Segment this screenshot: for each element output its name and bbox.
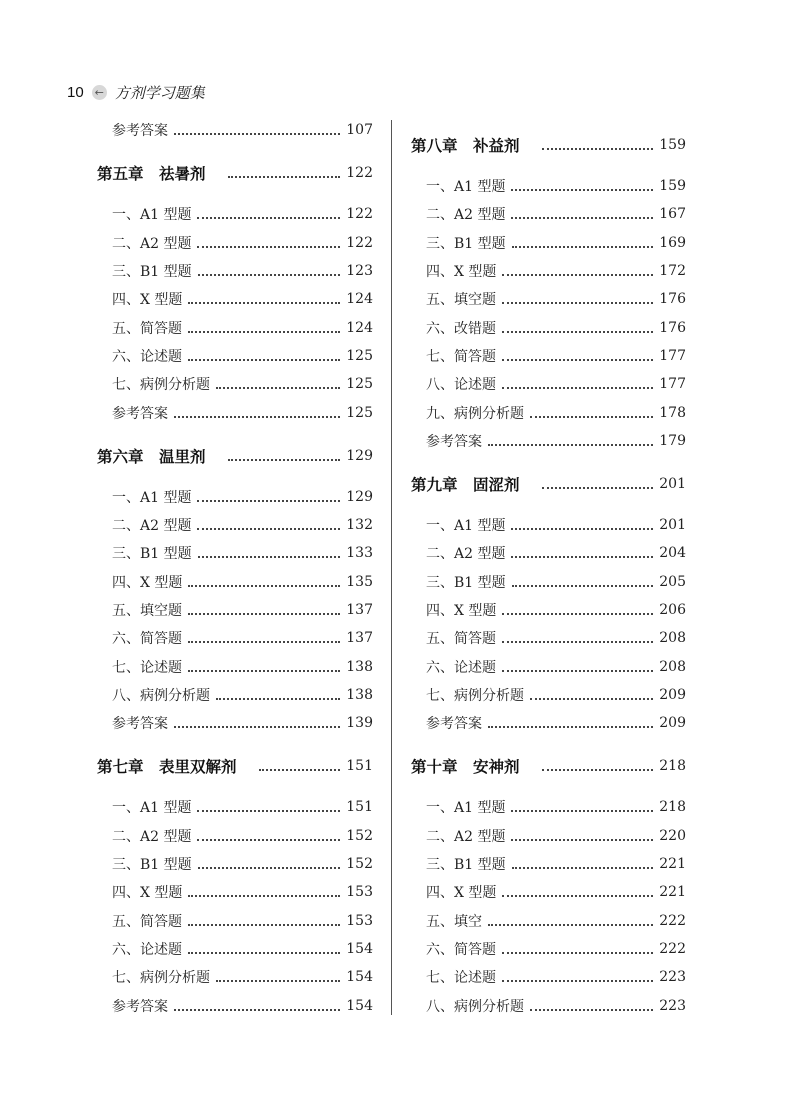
dot-leader: [542, 148, 654, 150]
toc-entry[interactable]: [411, 991, 686, 1019]
toc-page-number: 176: [659, 291, 686, 308]
toc-label: 四、X 型题: [112, 574, 183, 591]
toc-page-number: 138: [346, 658, 373, 675]
toc-entry[interactable]: [97, 963, 373, 991]
toc-chapter-heading[interactable]: [411, 470, 686, 498]
dot-leader: [502, 359, 653, 361]
dot-leader: [530, 698, 653, 700]
dot-leader: [188, 613, 340, 615]
toc-chapter-heading[interactable]: [411, 752, 686, 780]
toc-page-number: 151: [346, 799, 373, 816]
toc-page-number: 179: [659, 432, 686, 449]
toc-entry[interactable]: [97, 568, 373, 596]
toc-label: 二、A2 型题: [112, 828, 192, 845]
toc-page-number: 137: [346, 602, 373, 618]
toc-label: 二、A2 型题: [112, 518, 192, 535]
dot-leader: [502, 613, 653, 615]
dot-leader: [188, 670, 340, 672]
toc-page-number: 222: [659, 940, 686, 957]
toc-label: 六、论述题: [112, 348, 182, 365]
toc-entry[interactable]: [97, 200, 373, 228]
toc-page-number: 201: [659, 517, 686, 534]
toc-label: 三、B1 型题: [112, 857, 192, 874]
toc-entry[interactable]: [97, 511, 373, 539]
toc-label: 六、简答题: [426, 941, 496, 958]
toc-label: 第七章 表里双解剂: [97, 758, 237, 777]
toc-label: 参考答案: [112, 405, 168, 422]
dot-leader: [512, 246, 654, 248]
toc-page-number: 208: [659, 630, 686, 647]
toc-page-number: 122: [346, 165, 373, 182]
dot-leader: [488, 924, 653, 926]
toc-entry[interactable]: [97, 539, 373, 567]
dot-leader: [198, 274, 341, 276]
toc-entry[interactable]: [97, 878, 373, 906]
toc-entry[interactable]: [411, 624, 686, 652]
toc-chapter-heading[interactable]: [97, 442, 373, 470]
toc-left-column: [97, 116, 373, 1020]
toc-label: 五、填空题: [112, 603, 182, 619]
dot-leader: [511, 217, 653, 219]
dot-leader: [530, 1009, 653, 1011]
toc-page-number: 223: [659, 969, 686, 986]
toc-label: 六、改错题: [426, 320, 496, 337]
dot-leader: [216, 980, 340, 982]
dot-leader: [542, 487, 654, 489]
toc-entry[interactable]: [411, 568, 686, 596]
toc-label: 七、病例分析题: [426, 687, 524, 704]
dot-leader: [174, 133, 340, 135]
toc-entry[interactable]: [97, 257, 373, 285]
dot-leader: [512, 867, 654, 869]
dot-leader: [174, 726, 340, 728]
toc-label: 八、病例分析题: [426, 998, 524, 1015]
toc-page-number: 125: [346, 376, 373, 393]
toc-label: 三、B1 型题: [112, 546, 192, 563]
toc-entry[interactable]: [97, 624, 373, 652]
toc-entry[interactable]: [411, 596, 686, 624]
toc-page-number: 176: [659, 319, 686, 336]
toc-label: 参考答案: [426, 433, 482, 450]
toc-page-number: 125: [346, 404, 373, 421]
toc-label: 参考答案: [112, 998, 168, 1015]
dot-leader: [502, 895, 653, 897]
dot-leader: [511, 810, 653, 812]
toc-label: 参考答案: [112, 123, 168, 140]
toc-entry[interactable]: [97, 907, 373, 935]
dot-leader: [197, 528, 340, 530]
toc-label: 参考答案: [426, 716, 482, 733]
dot-leader: [197, 246, 340, 248]
toc-page-number: 220: [659, 827, 686, 844]
toc-page-number: 206: [659, 602, 686, 618]
toc-page-number: 139: [346, 715, 373, 732]
toc-page-number: 177: [659, 347, 686, 364]
dot-leader: [188, 331, 340, 333]
toc-page-number: 154: [346, 969, 373, 986]
dot-leader: [197, 810, 340, 812]
dot-leader: [174, 416, 340, 418]
toc-label: 一、A1 型题: [112, 800, 192, 817]
dot-leader: [502, 302, 653, 304]
toc-page-number: 129: [346, 488, 373, 505]
toc-label: 四、X 型题: [426, 885, 497, 902]
toc-label: 一、A1 型题: [426, 179, 506, 196]
toc-label: 七、病例分析题: [112, 377, 210, 394]
toc-label: 八、病例分析题: [112, 687, 210, 704]
toc-entry[interactable]: [411, 200, 686, 228]
toc-entry[interactable]: [97, 596, 373, 624]
toc-chapter-heading[interactable]: [97, 752, 373, 780]
toc-entry[interactable]: [411, 850, 686, 878]
dot-leader: [188, 924, 340, 926]
toc-page-number: 172: [659, 263, 686, 280]
toc-page-number: 135: [346, 573, 373, 590]
toc-entry[interactable]: [411, 539, 686, 567]
toc-page-number: 154: [346, 940, 373, 957]
toc-chapter-heading[interactable]: [411, 131, 686, 159]
toc-page-number: 221: [659, 856, 686, 873]
toc-page-number: 209: [659, 715, 686, 732]
dot-leader: [502, 670, 653, 672]
dot-leader: [511, 528, 653, 530]
dot-leader: [502, 387, 653, 389]
toc-label: 五、简答题: [426, 631, 496, 648]
toc-label: 一、A1 型题: [426, 800, 506, 817]
dot-leader: [197, 839, 340, 841]
dot-leader: [502, 952, 653, 954]
toc-entry[interactable]: [411, 652, 686, 680]
toc-entry[interactable]: [411, 313, 686, 341]
toc-entry[interactable]: [411, 681, 686, 709]
toc-label: 三、B1 型题: [112, 264, 192, 281]
toc-entry[interactable]: [97, 822, 373, 850]
toc-label: 四、X 型题: [112, 885, 183, 902]
toc-label: 六、论述题: [426, 659, 496, 676]
toc-page-number: 153: [346, 884, 373, 901]
toc-entry[interactable]: [97, 370, 373, 398]
toc-entry[interactable]: [97, 793, 373, 821]
toc-page-number: 178: [659, 404, 686, 421]
toc-entry[interactable]: [97, 483, 373, 511]
toc-label: 第九章 固涩剂: [411, 475, 520, 494]
toc-entry[interactable]: [411, 370, 686, 398]
toc-label: 二、A2 型题: [112, 235, 192, 252]
toc-entry[interactable]: [97, 652, 373, 680]
dot-leader: [502, 980, 653, 982]
toc-page-number: 154: [346, 997, 373, 1014]
toc-page-number: 122: [346, 234, 373, 251]
toc-entry[interactable]: [411, 907, 686, 935]
toc-label: 第八章 补益剂: [411, 137, 520, 155]
toc-entry[interactable]: [411, 229, 686, 257]
dot-leader: [511, 556, 653, 558]
toc-label: 七、论述题: [426, 970, 496, 987]
dot-leader: [216, 698, 340, 700]
toc-page-number: 137: [346, 630, 373, 647]
column-divider: [391, 120, 392, 1015]
running-header: [67, 82, 205, 103]
toc-page-number: 167: [659, 206, 686, 223]
toc-label: 二、A2 型题: [426, 546, 506, 563]
dot-leader: [197, 217, 340, 219]
toc-label: 第十章 安神剂: [411, 758, 520, 777]
toc-entry[interactable]: [97, 116, 373, 144]
toc-page-number: 129: [346, 447, 373, 464]
toc-page-number: 169: [659, 234, 686, 251]
dot-leader: [188, 302, 340, 304]
toc-label: 四、X 型题: [426, 264, 497, 281]
toc-entry[interactable]: [411, 511, 686, 539]
toc-page-number: 204: [659, 545, 686, 562]
dot-leader: [502, 274, 653, 276]
toc-label: 八、论述题: [426, 377, 496, 394]
toc-label: 三、B1 型题: [426, 235, 506, 252]
toc-label: 五、简答题: [112, 320, 182, 337]
toc-label: 一、A1 型题: [426, 518, 506, 535]
toc-page-number: 132: [346, 517, 373, 534]
toc-page-number: 152: [346, 827, 373, 844]
toc-entry[interactable]: [411, 709, 686, 737]
toc-entry[interactable]: [411, 257, 686, 285]
dot-leader: [542, 769, 654, 771]
dot-leader: [216, 387, 340, 389]
toc-label: 三、B1 型题: [426, 857, 506, 874]
toc-page-number: 138: [346, 686, 373, 703]
toc-page-number: 218: [659, 758, 686, 775]
dot-leader: [488, 444, 653, 446]
dot-leader: [198, 556, 341, 558]
toc-page-number: 221: [659, 884, 686, 901]
toc-right-column: [411, 116, 686, 1020]
dot-leader: [188, 585, 340, 587]
dot-leader: [488, 726, 653, 728]
dot-leader: [512, 585, 654, 587]
toc-entry[interactable]: [411, 963, 686, 991]
dot-leader: [228, 176, 341, 178]
toc-page-number: 208: [659, 658, 686, 675]
toc-page-number: 122: [346, 206, 373, 223]
toc-page-number: 222: [659, 912, 686, 929]
toc-entry[interactable]: [411, 342, 686, 370]
toc-label: 七、论述题: [112, 659, 182, 676]
toc-entry[interactable]: [97, 681, 373, 709]
toc-entry[interactable]: [97, 709, 373, 737]
toc-label: 一、A1 型题: [112, 489, 192, 506]
dot-leader: [174, 1009, 340, 1011]
dot-leader: [502, 641, 653, 643]
toc-page-number: 124: [346, 319, 373, 336]
toc-label: 三、B1 型题: [426, 574, 506, 591]
toc-label: 一、A1 型题: [112, 207, 192, 224]
toc-page-number: 177: [659, 376, 686, 393]
toc-label: 六、简答题: [112, 631, 182, 648]
toc-page-number: 201: [659, 475, 686, 492]
dot-leader: [228, 459, 341, 461]
toc-page-number: 151: [346, 758, 373, 775]
toc-page-number: 218: [659, 799, 686, 816]
toc-entry[interactable]: [411, 172, 686, 200]
toc-page-number: 159: [659, 178, 686, 195]
toc-page-number: 152: [346, 856, 373, 873]
toc-entry[interactable]: [411, 285, 686, 313]
page-number: 10: [67, 84, 84, 101]
toc-label: 七、简答题: [426, 348, 496, 365]
toc-entry[interactable]: [97, 229, 373, 257]
toc-entry[interactable]: [97, 313, 373, 341]
toc-entry[interactable]: [97, 398, 373, 426]
toc-label: 参考答案: [112, 716, 168, 733]
dot-leader: [197, 500, 340, 502]
back-arrow-icon: ←: [92, 85, 107, 100]
dot-leader: [511, 189, 653, 191]
toc-page-number: 205: [659, 573, 686, 590]
toc-page-number: 125: [346, 347, 373, 364]
dot-leader: [530, 416, 653, 418]
toc-label: 五、填空: [426, 913, 482, 930]
dot-leader: [188, 952, 340, 954]
toc-label: 四、X 型题: [112, 292, 183, 309]
toc-label: 六、论述题: [112, 941, 182, 958]
dot-leader: [188, 359, 340, 361]
dot-leader: [188, 641, 340, 643]
dot-leader: [198, 867, 341, 869]
toc-page-number: 123: [346, 263, 373, 280]
toc-label: 九、病例分析题: [426, 405, 524, 422]
toc-label: 五、填空题: [426, 292, 496, 309]
toc-label: 七、病例分析题: [112, 970, 210, 987]
dot-leader: [188, 895, 340, 897]
toc-entry[interactable]: [411, 935, 686, 963]
dot-leader: [259, 769, 341, 771]
toc-page-number: 133: [346, 545, 373, 562]
toc-entry[interactable]: [411, 793, 686, 821]
toc-page-number: 107: [346, 122, 373, 139]
toc-label: 四、X 型题: [426, 603, 497, 619]
toc-label: 第六章 温里剂: [97, 447, 206, 466]
toc-entry[interactable]: [97, 850, 373, 878]
toc-page-number: 223: [659, 997, 686, 1014]
toc-label: 二、A2 型题: [426, 828, 506, 845]
toc-entry[interactable]: [411, 398, 686, 426]
toc-entry[interactable]: [97, 935, 373, 963]
toc-entry[interactable]: [411, 878, 686, 906]
toc-chapter-heading[interactable]: [97, 159, 373, 187]
toc-page-number: 153: [346, 912, 373, 929]
toc-entry[interactable]: [97, 991, 373, 1019]
toc-entry[interactable]: [97, 285, 373, 313]
toc-page-number: 209: [659, 686, 686, 703]
toc-entry[interactable]: [411, 822, 686, 850]
toc-page-number: 124: [346, 291, 373, 308]
toc-page-number: 159: [659, 137, 686, 153]
dot-leader: [511, 839, 653, 841]
toc-label: 第五章 祛暑剂: [97, 165, 206, 184]
toc-label: 二、A2 型题: [426, 207, 506, 224]
toc-label: 五、简答题: [112, 913, 182, 930]
toc-entry[interactable]: [411, 427, 686, 455]
toc-entry[interactable]: [97, 342, 373, 370]
book-title: 方剂学习题集: [114, 84, 205, 102]
dot-leader: [502, 331, 653, 333]
